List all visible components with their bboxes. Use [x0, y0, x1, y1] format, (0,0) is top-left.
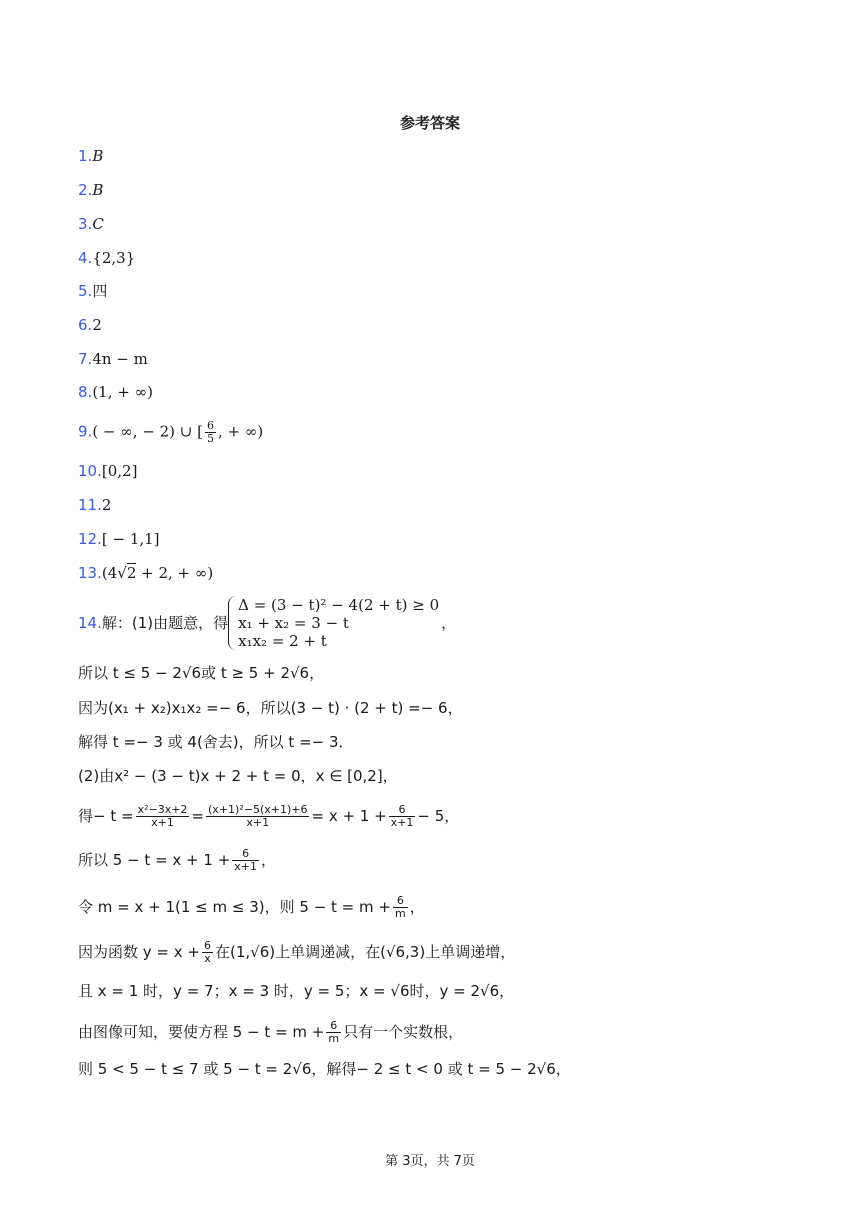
solution-line-so — [78, 848, 276, 873]
fraction-numerator: 6 — [207, 419, 214, 432]
answer-number: 6. — [78, 316, 93, 334]
answer-9 — [78, 420, 263, 445]
answer-text: (1, + ∞) — [92, 383, 153, 401]
answer-number: 5. — [78, 282, 93, 300]
fraction-numerator: 6 — [203, 939, 211, 952]
text: 在(1,√6)上单调递减，在(√6,3)上单调递增， — [214, 943, 516, 961]
fraction-numerator: 6 — [232, 848, 259, 861]
solution-line-let — [78, 895, 425, 920]
fraction-numerator: x²−3x+2 — [137, 803, 188, 816]
answer-8 — [78, 382, 153, 402]
text: 只有一个实数根， — [343, 1023, 464, 1041]
answer-number: 3. — [78, 215, 93, 233]
answer-4 — [78, 248, 135, 268]
answer-number: 12. — [78, 530, 102, 548]
solution-line-func — [78, 940, 515, 965]
answer-text: 2 — [101, 496, 112, 514]
answer-7 — [78, 349, 148, 369]
solution-line-get — [78, 804, 459, 829]
equation-system — [228, 596, 439, 650]
text: ， — [261, 851, 277, 869]
answer-text: {2,3} — [92, 249, 136, 267]
solution-line: 因为(x₁ + x₂)x₁x₂ =− 6，所以(3 − t) · (2 + t) =− 6， — [78, 699, 463, 717]
fraction — [136, 804, 190, 829]
answer-number: 2. — [78, 181, 93, 199]
answer-6 — [78, 315, 102, 335]
solution-line: 则 5 < 5 − t ≤ 7 或 5 − t = 2√6，解得− 2 ≤ t < 0 或 t = 5 − 2√6， — [78, 1060, 571, 1078]
answer-number: 13. — [78, 564, 102, 582]
answer-text-after: + 2, + ∞) — [136, 564, 214, 582]
fraction — [393, 895, 408, 920]
answer-text: B — [92, 181, 104, 199]
fraction-numerator: 6 — [326, 1020, 341, 1033]
answer-text: 四 — [92, 282, 108, 300]
answer-number: 8. — [78, 383, 93, 401]
solution-line: (2)由x² − (3 − t)x + 2 + t = 0，x ∈ [0,2]， — [78, 767, 398, 785]
solution-line: 所以 t ≤ 5 − 2√6或 t ≥ 5 + 2√6， — [78, 664, 325, 682]
system-row: x₁x₂ = 2 + t — [238, 632, 327, 650]
fraction-denominator: m — [328, 1032, 340, 1045]
answer-text: 2 — [92, 316, 102, 334]
text: 所以 5 − t = x + 1 + — [78, 851, 231, 869]
page-footer: 第 3页，共 7页 — [385, 1154, 475, 1169]
fraction — [206, 804, 309, 829]
answer-text-before: (4 — [101, 564, 118, 582]
answer-number: 7. — [78, 350, 93, 368]
fraction-numerator: 6 — [393, 895, 408, 908]
fraction-numerator: (x+1)²−5(x+1)+6 — [208, 803, 308, 816]
fraction-denominator: 5 — [207, 432, 214, 445]
text: 因为函数 y = x + — [78, 943, 200, 961]
fraction-denominator: x+1 — [234, 860, 257, 873]
text: 由图像可知，要使方程 5 − t = m + — [78, 1023, 325, 1041]
answer-text: B — [92, 147, 104, 165]
answer-text: 4n − m — [92, 350, 148, 368]
answer-text: [0,2] — [101, 462, 138, 480]
left-brace — [228, 596, 237, 650]
system-row: x₁ + x₂ = 3 − t — [238, 614, 349, 632]
intro-text: 解：(1)由题意，得 — [101, 614, 229, 632]
fraction-denominator: x+1 — [151, 816, 174, 829]
solution-line: 且 x = 1 时，y = 7；x = 3 时，y = 5；x = √6时，y = 2√6， — [78, 982, 515, 1000]
system-row: Δ = (3 − t)² − 4(2 + t) ≥ 0 — [238, 596, 440, 614]
system-end: ， — [441, 614, 457, 632]
answer-13 — [78, 563, 213, 583]
answer-number: 4. — [78, 249, 93, 267]
fraction-denominator: x — [204, 952, 211, 965]
answer-number: 1. — [78, 147, 93, 165]
answer-text: C — [92, 215, 104, 233]
answer-3 — [78, 214, 104, 234]
text: − 5， — [417, 807, 460, 825]
page-title: 参考答案 — [399, 114, 460, 132]
solution-line: 解得 t =− 3 或 4(舍去)，所以 t =− 3． — [78, 733, 354, 751]
answer-1 — [78, 146, 103, 166]
answer-number: 14. — [78, 614, 102, 632]
fraction — [202, 940, 213, 965]
fraction-denominator: m — [394, 907, 406, 920]
fraction-denominator: x+1 — [390, 816, 414, 829]
sqrt-radicand: 2 — [126, 564, 137, 582]
fraction — [205, 420, 216, 445]
fraction-numerator: 6 — [389, 804, 416, 817]
fraction — [326, 1020, 341, 1045]
fraction — [389, 804, 416, 829]
text: ， — [409, 898, 425, 916]
solution-line-graph — [78, 1020, 463, 1045]
answer-12 — [78, 529, 160, 549]
answer-number: 10. — [78, 462, 102, 480]
answer-11 — [78, 495, 111, 515]
answer-text: [ − 1,1] — [101, 530, 160, 548]
text: 得− t = — [78, 807, 134, 825]
text: 令 m = x + 1(1 ≤ m ≤ 3)，则 5 − t = m + — [78, 898, 391, 916]
fraction-denominator: x+1 — [246, 816, 270, 829]
answer-text-before: ( − ∞, − 2) ∪ [ — [92, 422, 203, 441]
fraction — [232, 848, 259, 873]
answer-14-intro — [78, 596, 456, 650]
answer-number: 9. — [78, 422, 93, 441]
text: = — [191, 807, 205, 825]
answer-number: 11. — [78, 496, 102, 514]
answer-2 — [78, 180, 103, 200]
answer-10 — [78, 461, 137, 481]
sqrt-sign: √ — [117, 564, 127, 582]
answer-5 — [78, 281, 107, 301]
text: = x + 1 + — [311, 807, 387, 825]
answer-text-after: , + ∞) — [218, 422, 264, 441]
